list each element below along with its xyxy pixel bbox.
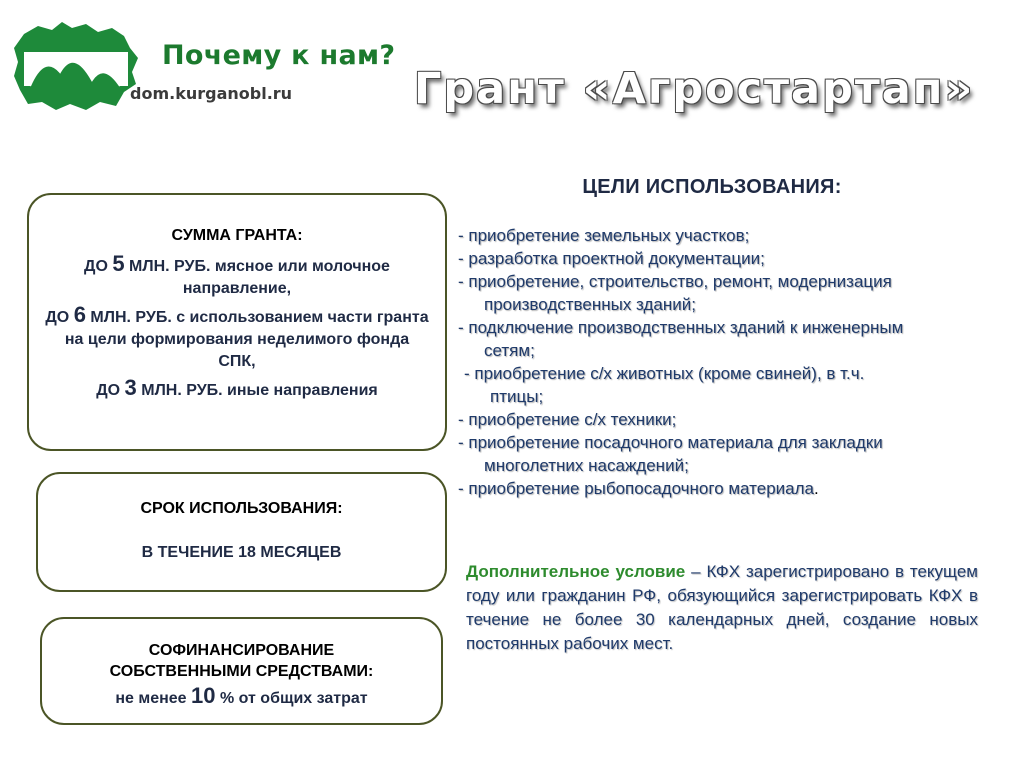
grant-sum-prefix: ДО <box>84 258 108 275</box>
region-map-logo-icon <box>12 14 140 118</box>
goal-text: - приобретение посадочного материала для закладки <box>458 433 883 452</box>
why-us-heading: Почему к нам? <box>162 40 396 71</box>
term-heading: СРОК ИСПОЛЬЗОВАНИЯ: <box>140 500 343 517</box>
grant-sum-box <box>27 193 447 451</box>
goal-item <box>458 316 993 362</box>
extra-condition-label: Дополнительное условие <box>466 562 686 581</box>
cofinance-value <box>52 685 431 709</box>
grant-sum-prefix: ДО <box>96 382 121 399</box>
goal-item <box>458 247 993 270</box>
grant-sum-text: МЛН. РУБ. с использованием части гранта на цели формирования неделимого фонда СПК, <box>64 309 429 370</box>
goal-text: - разработка проектной документации; <box>458 249 765 268</box>
grant-sum-text: МЛН. РУБ. иные направления <box>141 382 378 399</box>
goal-text: - приобретение, строительство, ремонт, модернизация <box>458 272 892 291</box>
goal-item <box>458 224 993 247</box>
goal-text: - приобретение земельных участков; <box>458 226 750 245</box>
cofinance-heading-line1: СОФИНАНСИРОВАНИЕ <box>148 642 335 659</box>
goal-text: - приобретение с/х животных (кроме свиней), в т.ч. <box>464 364 865 383</box>
grant-sum-text: МЛН. РУБ. мясное или молочное направление, <box>129 258 390 297</box>
goal-item <box>458 270 993 316</box>
goal-text: - приобретение с/х техники; <box>458 410 677 429</box>
grant-sum-amount: 3 <box>124 375 137 400</box>
goals-list <box>458 224 993 500</box>
grant-sum-row <box>45 377 429 402</box>
goal-item <box>458 431 993 477</box>
extra-condition <box>466 560 978 656</box>
cofinance-heading-line2: СОБСТВЕННЫМИ СРЕДСТВАМИ: <box>109 663 374 680</box>
grant-sum-heading: СУММА ГРАНТА: <box>171 227 303 244</box>
extra-condition-text: КФХ зарегистрировано в текущем году или гражданин РФ, обязующийся зарегистрировать КФХ в течение не более 30 календарных дней, создание новых постоянных рабочих мест. <box>466 562 978 653</box>
grant-sum-prefix: ДО <box>45 309 70 326</box>
cofinance-value-number: 10 <box>191 683 216 708</box>
goal-item <box>458 477 993 500</box>
extra-condition-dash: – <box>691 562 701 581</box>
goal-text-cont: производственных зданий; <box>484 295 696 314</box>
goal-text-cont: многолетних насаждений; <box>484 456 689 475</box>
goal-text-cont: птицы; <box>490 387 544 406</box>
goal-item <box>458 408 993 431</box>
goals-heading: ЦЕЛИ ИСПОЛЬЗОВАНИЯ: <box>582 176 842 198</box>
grant-sum-amount: 6 <box>73 302 86 327</box>
cofinance-value-prefix: не менее <box>115 690 187 707</box>
term-box <box>36 472 447 592</box>
goal-text-cont: сетям; <box>484 341 535 360</box>
cofinance-box <box>40 617 443 725</box>
grant-sum-row <box>45 304 429 373</box>
goal-text: - подключение производственных зданий к инженерным <box>458 318 904 337</box>
goal-period: . <box>813 479 819 498</box>
term-value: В ТЕЧЕНИЕ 18 МЕСЯЦЕВ <box>141 544 342 561</box>
goal-text: - приобретение рыбопосадочного материала <box>458 479 814 498</box>
grant-sum-amount: 5 <box>112 251 125 276</box>
goal-item <box>458 362 993 408</box>
page-title: Грант «Агростартап» <box>414 64 975 114</box>
grant-sum-row <box>45 253 429 300</box>
site-url: dom.kurganobl.ru <box>130 84 293 103</box>
cofinance-value-suffix: % от общих затрат <box>219 690 368 707</box>
